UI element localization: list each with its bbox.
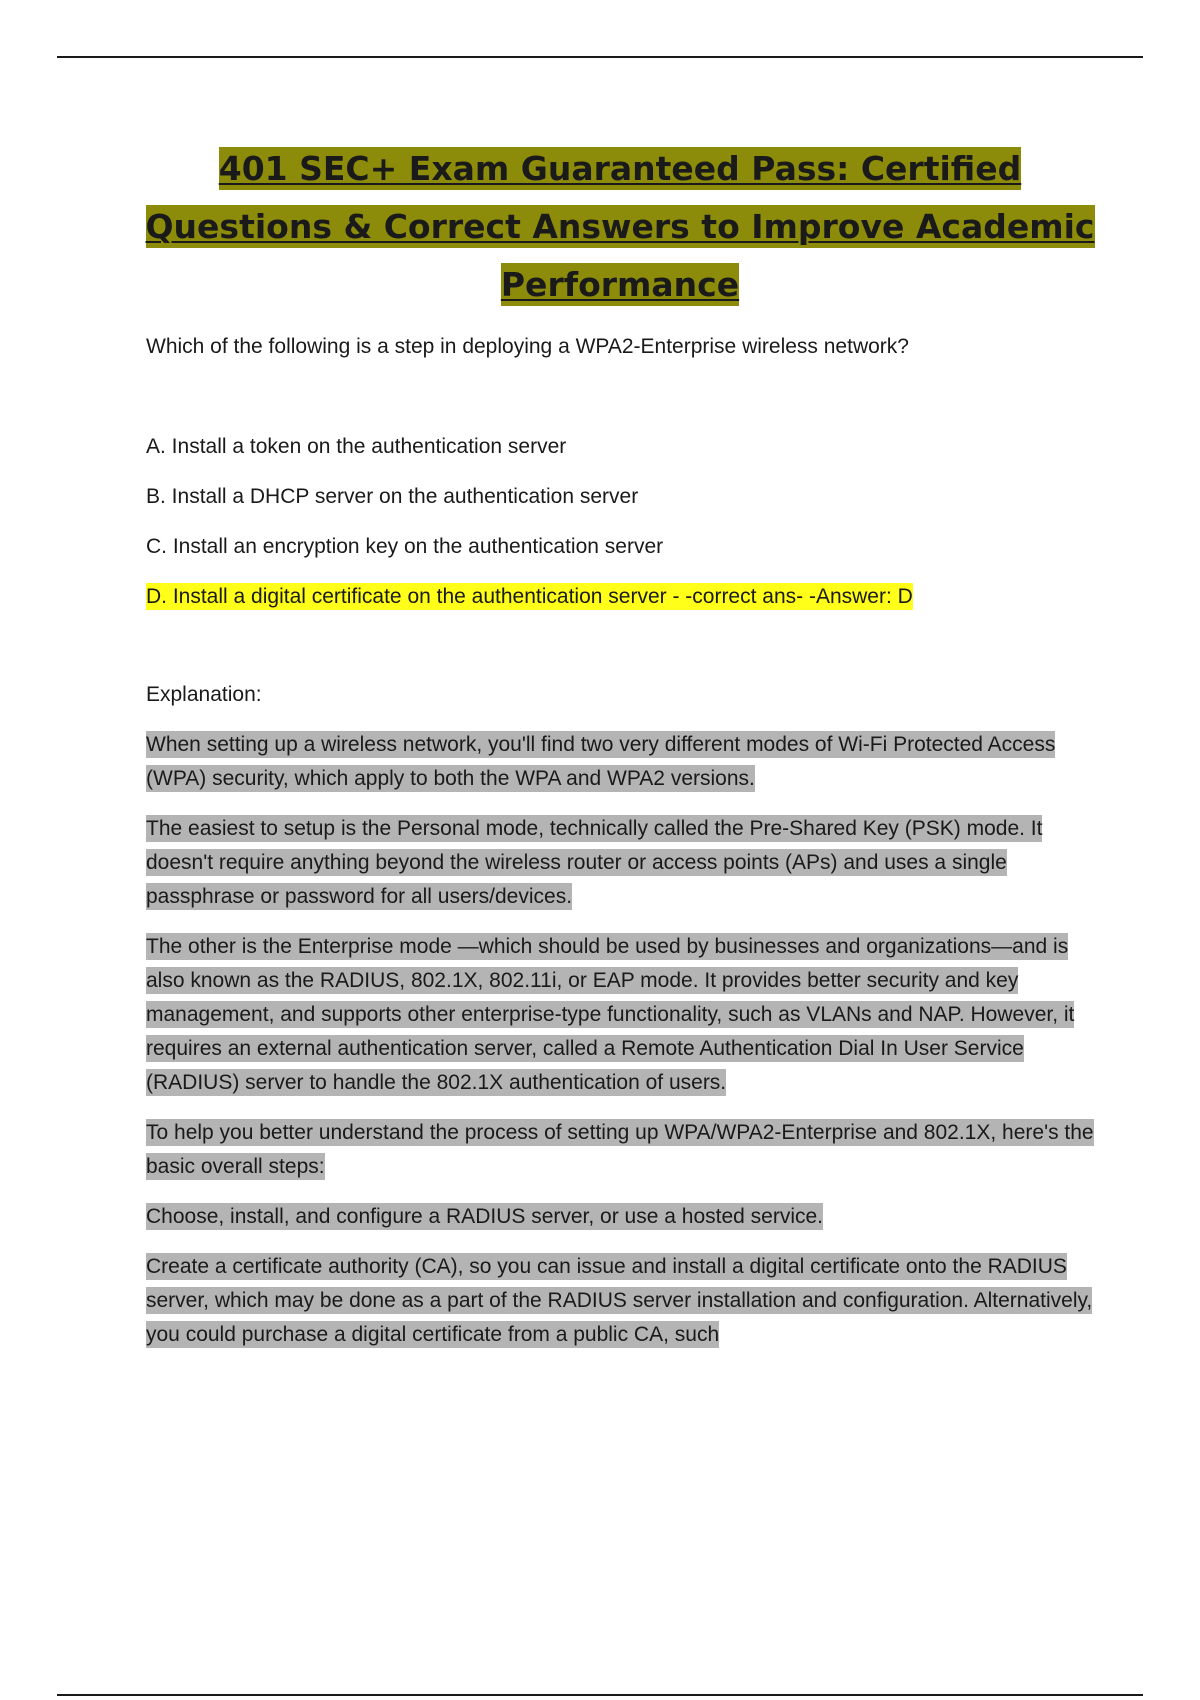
- explanation-paragraph-5: [146, 1200, 1096, 1234]
- document-body: [146, 330, 1096, 1368]
- option-a: A. Install a token on the authentication server: [146, 435, 567, 458]
- explanation-paragraph-2: [146, 812, 1096, 914]
- option-c: C. Install an encryption key on the authentication server: [146, 535, 664, 558]
- explanation-paragraph-6: [146, 1250, 1096, 1352]
- correct-answer-highlight: D. Install a digital certificate on the authentication server - -correct ans- -Answer: D: [146, 585, 913, 608]
- question-text: Which of the following is a step in deploying a WPA2-Enterprise wireless network?: [146, 335, 909, 358]
- page-title: [130, 140, 1110, 314]
- page-title-text: 401 SEC+ Exam Guaranteed Pass: Certified Questions & Correct Answers to Improve Academic Performance: [145, 149, 1095, 304]
- option-d-correct: [146, 580, 1096, 614]
- explanation-text: The easiest to setup is the Personal mode, technically called the Pre-Shared Key (PSK) mode. It doesn't require anything beyond the wireless router or access points (APs) and uses a single passphrase or password for all users/devices.: [146, 817, 1043, 908]
- option-b: B. Install a DHCP server on the authentication server: [146, 485, 639, 508]
- explanation-paragraph-4: [146, 1116, 1096, 1184]
- explanation-text: To help you better understand the process of setting up WPA/WPA2-Enterprise and 802.1X, here's the basic overall steps:: [146, 1121, 1094, 1178]
- top-divider: [57, 56, 1143, 58]
- explanation-label: Explanation:: [146, 683, 262, 706]
- bottom-divider: [57, 1694, 1143, 1696]
- explanation-paragraph-3: [146, 930, 1096, 1100]
- explanation-text: Create a certificate authority (CA), so you can issue and install a digital certificate onto the RADIUS server, which may be done as a part of the RADIUS server installation and configuration. Alternatively, you could purchase a digital certificate from a public CA, such: [146, 1255, 1093, 1346]
- explanation-text: The other is the Enterprise mode —which should be used by businesses and organizations—and is also known as the RADIUS, 802.1X, 802.11i, or EAP mode. It provides better security and key management, and supports other enterprise-type functionality, such as VLANs and NAP. However, it requires an external authentication server, called a Remote Authentication Dial In User Service (RADIUS) server to handle the 802.1X authentication of users.: [146, 935, 1075, 1094]
- explanation-text: When setting up a wireless network, you'll find two very different modes of Wi-Fi Protected Access (WPA) security, which apply to both the WPA and WPA2 versions.: [146, 733, 1056, 790]
- explanation-paragraph-1: [146, 728, 1096, 796]
- explanation-text: Choose, install, and configure a RADIUS server, or use a hosted service.: [146, 1205, 824, 1228]
